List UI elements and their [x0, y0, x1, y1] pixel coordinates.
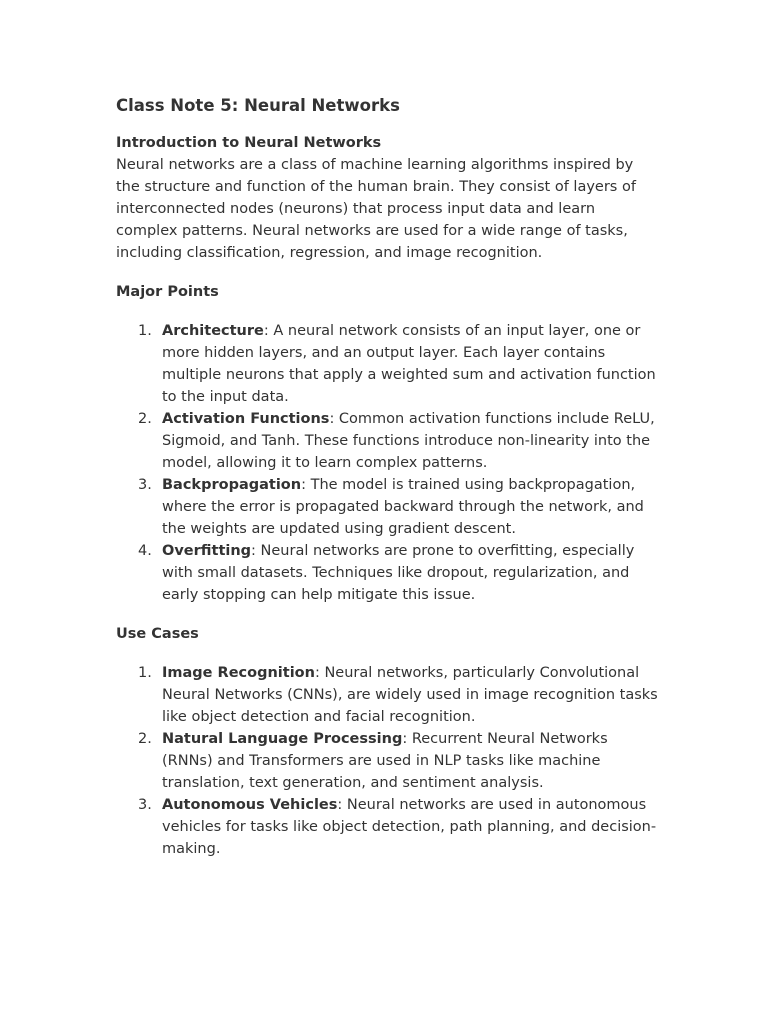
list-item-text: : The model is trained using backpropagation, where the error is propagated backward through the network, and the weights are updated using gradient descent. [162, 477, 644, 537]
list-item [116, 540, 661, 606]
intro-paragraph: Neural networks are a class of machine learning algorithms inspired by the structure and function of the human brain. They consist of layers of interconnected nodes (neurons) that process input data and learn complex patterns. Neural networks are used for a wide range of tasks, including classification, regression, and image recognition. [116, 157, 636, 261]
page-title: Class Note 5: Neural Networks [116, 96, 400, 115]
major-points-list [116, 320, 661, 606]
list-item-text: : Recurrent Neural Networks (RNNs) and Transformers are used in NLP tasks like machine translation, text generation, and sentiment analysis. [162, 731, 608, 791]
list-item-term: Backpropagation [162, 477, 302, 493]
list-item-number: 1. [138, 665, 152, 681]
list-item [116, 408, 661, 474]
list-item-text: : Neural networks are used in autonomous vehicles for tasks like object detection, path planning, and decision-making. [162, 797, 657, 857]
list-item-term: Natural Language Processing [162, 731, 403, 747]
list-item-number: 3. [138, 477, 152, 493]
list-item [116, 320, 661, 408]
list-item-number: 2. [138, 731, 152, 747]
major-points-heading: Major Points [116, 284, 219, 300]
list-item-text: : A neural network consists of an input layer, one or more hidden layers, and an output layer. Each layer contains multiple neurons that apply a weighted sum and activation function to the input data. [162, 323, 656, 405]
list-item-term: Overfitting [162, 543, 252, 559]
list-item [116, 474, 661, 540]
list-item [116, 728, 661, 794]
list-item-number: 4. [138, 543, 152, 559]
list-item-number: 3. [138, 797, 152, 813]
list-item-text: : Neural networks, particularly Convolutional Neural Networks (CNNs), are widely used in image recognition tasks like object detection and facial recognition. [162, 665, 658, 725]
use-cases-list [116, 662, 661, 860]
intro-heading: Introduction to Neural Networks [116, 135, 382, 151]
list-item [116, 794, 661, 860]
list-item-number: 2. [138, 411, 152, 427]
list-item-term: Architecture [162, 323, 264, 339]
list-item-term: Image Recognition [162, 665, 315, 681]
list-item-number: 1. [138, 323, 152, 339]
use-cases-heading: Use Cases [116, 626, 199, 642]
list-item-text: : Neural networks are prone to overfitting, especially with small datasets. Techniques like dropout, regularization, and early stopping can help mitigate this issue. [162, 543, 635, 603]
document-page [116, 94, 661, 860]
list-item [116, 662, 661, 728]
list-item-term: Activation Functions [162, 411, 330, 427]
list-item-text: : Common activation functions include ReLU, Sigmoid, and Tanh. These functions introduce non-linearity into the model, allowing it to learn complex patterns. [162, 411, 655, 471]
list-item-term: Autonomous Vehicles [162, 797, 338, 813]
